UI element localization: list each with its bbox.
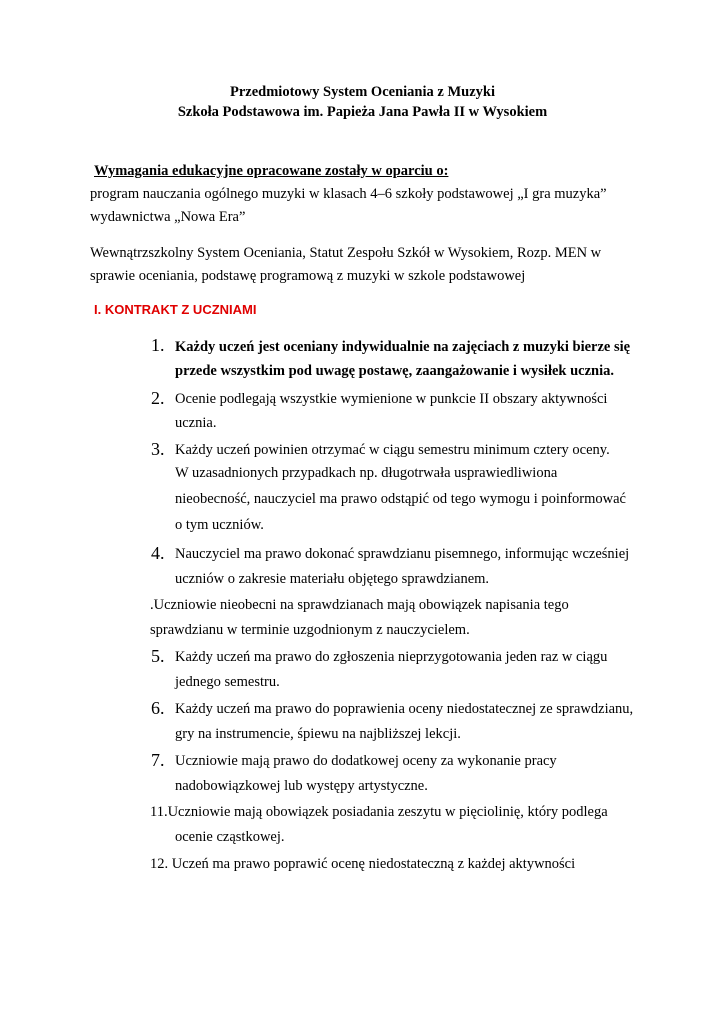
item-6-line1: Każdy uczeń ma prawo do poprawienia oceny niedostatecznej ze sprawdzianu, — [175, 701, 634, 717]
item-11-line1: 11.Uczniowie mają obowiązek posiadania zeszytu w pięciolinię, który podlega — [150, 804, 608, 820]
requirements-heading: Wymagania edukacyjne opracowane zostały w oparciu o: — [94, 163, 449, 179]
item-number-7: 7. — [151, 750, 165, 770]
item-5-line2: jednego semestru. — [175, 674, 280, 690]
item-3-line2: W uzasadnionych przypadkach np. długotrwała usprawiedliwiona — [175, 465, 558, 481]
item-3-line4: o tym uczniów. — [175, 517, 264, 533]
item-7-line1: Uczniowie mają prawo do dodatkowej oceny za wykonanie pracy — [175, 753, 557, 769]
item-2-line2: ucznia. — [175, 415, 217, 431]
item-1-line2: przede wszystkim pod uwagę postawę, zaangażowanie i wysiłek ucznia. — [175, 363, 615, 379]
item-2-line1: Ocenie podlegają wszystkie wymienione w punkcie II obszary aktywności — [175, 391, 608, 407]
requirements-para2-line1: Wewnątrzszkolny System Oceniania, Statut Zespołu Szkół w Wysokiem, Rozp. MEN w — [90, 245, 602, 261]
item-number-6: 6. — [151, 698, 165, 718]
item-1-line1: Każdy uczeń jest oceniany indywidualnie na zajęciach z muzyki bierze się — [175, 339, 631, 355]
item-12-line1: 12. Uczeń ma prawo poprawić ocenę niedostateczną z każdej aktywności — [150, 856, 576, 872]
doc-title-line2: Szkoła Podstawowa im. Papieża Jana Pawła II w Wysokiem — [177, 104, 548, 120]
item-6-line2: gry na instrumencie, śpiewu na najbliższej lekcji. — [175, 726, 461, 742]
doc-title-line1: Przedmiotowy System Oceniania z Muzyki — [230, 84, 495, 100]
item-number-1: 1. — [151, 335, 165, 355]
absent-students-line1: .Uczniowie nieobecni na sprawdzianach mają obowiązek napisania tego — [150, 597, 569, 613]
item-11-line2: ocenie cząstkowej. — [175, 829, 285, 845]
item-3-line3: nieobecność, nauczyciel ma prawo odstąpić od tego wymogu i poinformować — [175, 491, 626, 507]
item-4-line2: uczniów o zakresie materiału objętego sprawdzianem. — [175, 571, 490, 587]
item-number-3: 3. — [151, 439, 165, 459]
item-number-4: 4. — [151, 543, 165, 563]
absent-students-line2: sprawdzianu w terminie uzgodnionym z nauczycielem. — [150, 622, 470, 638]
item-3-line1: Każdy uczeń powinien otrzymać w ciągu semestru minimum cztery oceny. — [175, 442, 610, 458]
item-4-line1: Nauczyciel ma prawo dokonać sprawdzianu pisemnego, informując wcześniej — [175, 546, 630, 562]
item-7-line2: nadobowiązkowej lub występy artystyczne. — [175, 778, 428, 794]
item-5-line1: Każdy uczeń ma prawo do zgłoszenia nieprzygotowania jeden raz w ciągu — [175, 649, 608, 665]
requirements-para1-line2: wydawnictwa „Nowa Era” — [90, 209, 246, 225]
section-title: I. KONTRAKT Z UCZNIAMI — [94, 302, 257, 317]
requirements-para1-line1: program nauczania ogólnego muzyki w klasach 4–6 szkoły podstawowej „I gra muzyka” — [90, 186, 607, 202]
item-number-5: 5. — [151, 646, 165, 666]
item-number-2: 2. — [151, 388, 165, 408]
requirements-para2-line2: sprawie oceniania, podstawę programową z muzyki w szkole podstawowej — [90, 268, 526, 284]
